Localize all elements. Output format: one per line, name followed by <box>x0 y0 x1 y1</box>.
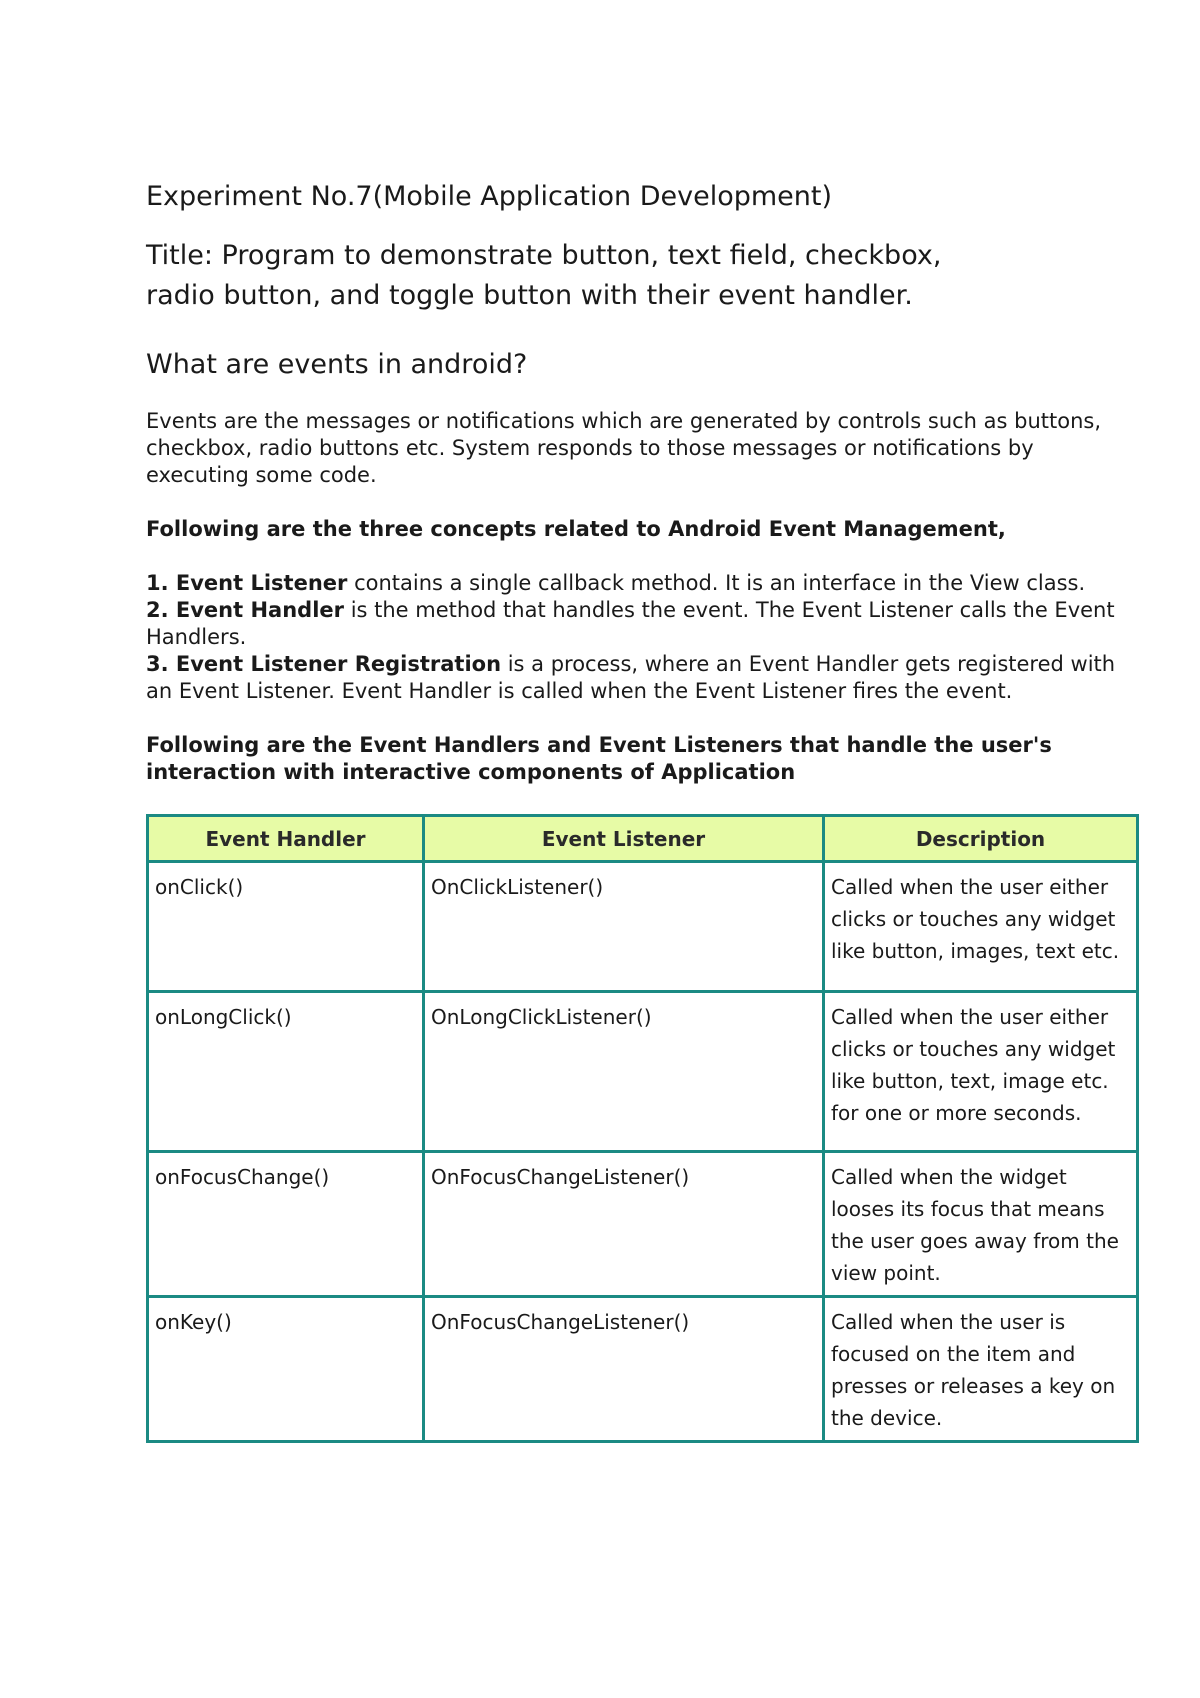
table-header-row <box>148 816 1138 862</box>
listener-cell: OnClickListener() <box>424 862 824 992</box>
table-row <box>148 862 1138 992</box>
concept-text: is a process, where an Event Handler gets registered with an Event Listener. Event Handler is called when the Event Listener fires the event. <box>146 652 1116 703</box>
concept-term: 1. Event Listener <box>146 571 348 595</box>
handler-cell: onClick() <box>148 862 424 992</box>
column-header-event-handler: Event Handler <box>148 816 424 862</box>
description-cell: Called when the user is focused on the item and presses or releases a key on the device. <box>824 1297 1138 1442</box>
concept-term: 3. Event Listener Registration <box>146 652 502 676</box>
description-cell: Called when the user either clicks or touches any widget like button, text, image etc. for one or more seconds. <box>824 992 1138 1152</box>
listener-cell: OnFocusChangeListener() <box>424 1152 824 1297</box>
intro-paragraph: Events are the messages or notifications which are generated by controls such as buttons, checkbox, radio buttons etc. System responds to those messages or notifications by executing some code. <box>146 409 1102 487</box>
concept-term: 2. Event Handler <box>146 598 345 622</box>
handler-cell: onKey() <box>148 1297 424 1442</box>
concept-text: contains a single callback method. It is an interface in the View class. <box>347 571 1086 595</box>
listener-cell: OnLongClickListener() <box>424 992 824 1152</box>
handler-cell: onLongClick() <box>148 992 424 1152</box>
column-header-event-listener: Event Listener <box>424 816 824 862</box>
concept-item <box>146 651 1136 705</box>
title-line-1: Title: Program to demonstrate button, text field, checkbox, <box>146 240 942 271</box>
title-line-2: radio button, and toggle button with their event handler. <box>146 280 913 311</box>
document-title <box>146 236 1136 316</box>
listener-cell: OnFocusChangeListener() <box>424 1297 824 1442</box>
experiment-heading: Experiment No.7(Mobile Application Development) <box>146 181 833 212</box>
column-header-description: Description <box>824 816 1138 862</box>
document-page <box>146 176 1136 1443</box>
section-question: What are events in android? <box>146 349 528 380</box>
concept-item <box>146 597 1136 651</box>
table-heading: Following are the Event Handlers and Event Listeners that handle the user's interaction with interactive components of Application <box>146 733 1052 784</box>
description-cell: Called when the user either clicks or touches any widget like button, images, text etc. <box>824 862 1138 992</box>
event-handler-table <box>146 814 1139 1443</box>
concept-item <box>146 570 1136 597</box>
table-row <box>148 992 1138 1152</box>
concept-text: is the method that handles the event. The Event Listener calls the Event Handlers. <box>146 598 1115 649</box>
concepts-list <box>146 570 1136 705</box>
table-row <box>148 1152 1138 1297</box>
handler-cell: onFocusChange() <box>148 1152 424 1297</box>
table-row <box>148 1297 1138 1442</box>
concepts-heading: Following are the three concepts related to Android Event Management, <box>146 517 1006 541</box>
description-cell: Called when the widget looses its focus that means the user goes away from the view point. <box>824 1152 1138 1297</box>
